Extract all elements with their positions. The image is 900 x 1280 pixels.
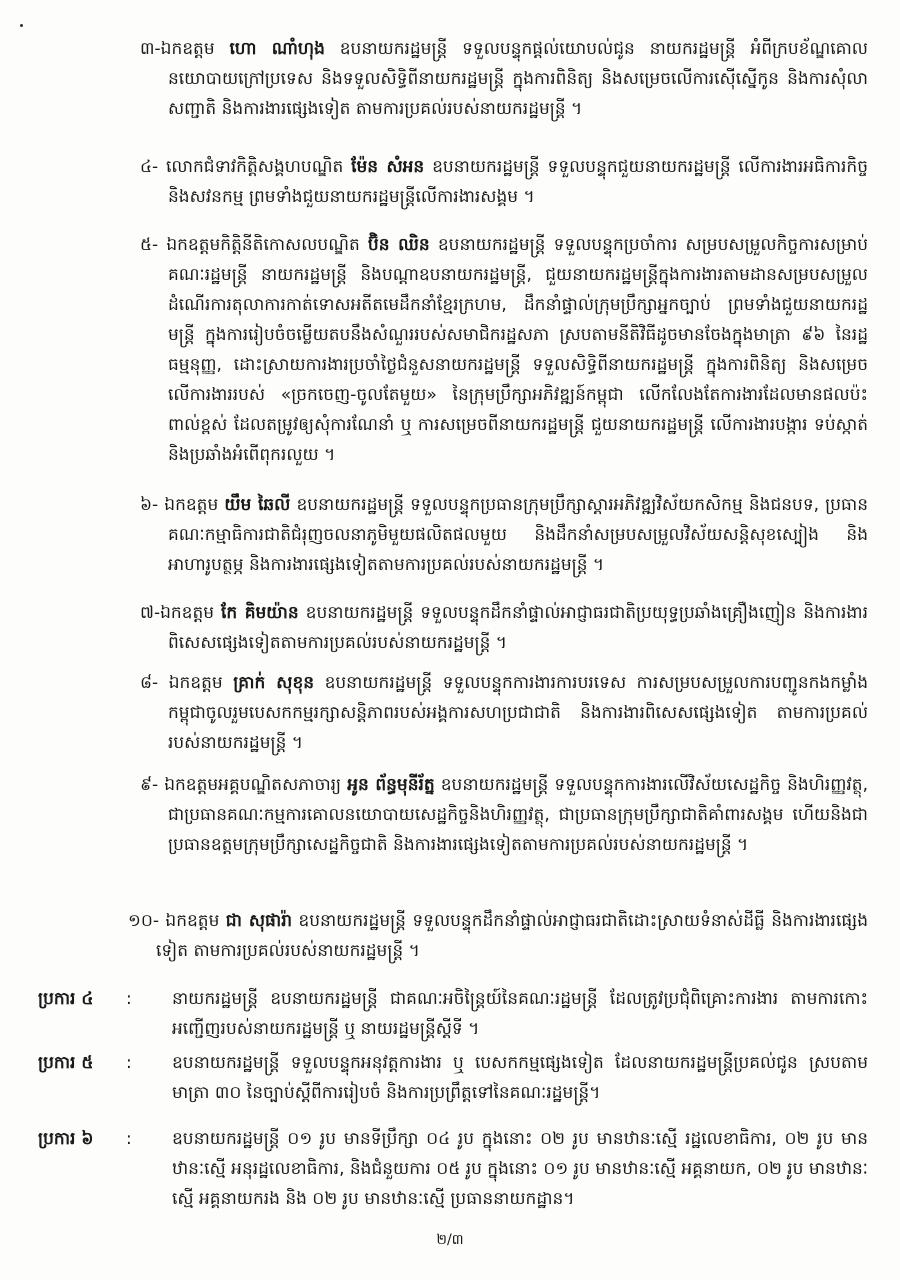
item-text: ឧបនាយករដ្ឋមន្ត្រី ទទួលបន្ទុកផ្តល់យោបល់ជូន នាយករដ្ឋមន្ត្រី អំពីក្របខ័ណ្ឌគោលនយោបាយក្រៅប្រទេស និងទទួលសិទ្ធិពីនាយករដ្ឋមន្ត្រី ក្នុងការពិនិត្យ និងសម្រេចលើការស៊ើស្នើកូន និងការសុំលាសញ្ជាតិ និងការងារផ្សេងទៀត តាមការប្រគល់របស់នាយករដ្ឋមន្ត្រី ។ [168,39,868,119]
list-item-4 [140,152,868,212]
official-name: កែ គិមយ៉ាន [221,603,299,623]
list-item-8 [140,668,868,758]
item-text: ឧបនាយករដ្ឋមន្ត្រី ទទួលបន្ទុកការងារលើវិស័យសេដ្ឋកិច្ច និងហិរញ្ញវត្ថុ, ជាប្រធានគណៈកម្មការគោលនយោបាយសេដ្ឋកិច្ចនិងហិរញ្ញវត្ថុ, ជាប្រធានក្រុមប្រឹក្សាជាតិគាំពារសង្គម ហើយនិងជាប្រធានឧត្តមក្រុមប្រឹក្សាសេដ្ឋកិច្ចជាតិ និងការងារផ្សេងទៀតតាមការប្រគល់របស់នាយករដ្ឋមន្ត្រី ។ [168,775,869,855]
list-item-7 [140,598,868,658]
article-colon: : [126,989,132,1009]
item-text: ឧបនាយករដ្ឋមន្ត្រី ទទួលបន្ទុកការងារការបរទេស ការសម្របសម្រួលការបញ្ជូនកងកម្លាំងកម្ពុជាចូលរួមបេសកកម្មរក្សាសន្តិភាពរបស់អង្គការសហប្រជាជាតិ និងការងារពិសេសផ្សេងទៀត តាមការប្រគល់របស់នាយករដ្ឋមន្ត្រី ។ [168,673,868,753]
list-item-3 [140,34,868,124]
item-text: ឧបនាយករដ្ឋមន្ត្រី ទទួលបន្ទុកជួយនាយករដ្ឋមន្ត្រី លើការងារអធិការកិច្ច និងសវនកម្ម ព្រមទាំងជួយនាយករដ្ឋមន្ត្រីលើការងារសង្គម ។ [168,157,868,207]
article-colon: : [126,1129,132,1149]
article-label: ប្រការ ៦ [38,1129,94,1149]
official-name: យឹម ឆៃលី [224,495,291,515]
official-name: អូន ព័ន្ធមុនីរ័ត្ន [347,775,435,795]
official-name: ហោ ណាំហុង [229,39,325,59]
article-label: ប្រការ ៤ [38,989,94,1009]
item-prefix: ៤- លោកជំទាវកិត្តិសង្គហបណ្ឌិត [140,157,352,177]
list-item-9 [140,770,868,860]
official-name: គ្រាក់ សុខុន [233,673,315,693]
article-colon: : [126,1053,132,1073]
official-name: ម៉ែន សំអន [351,157,425,177]
item-prefix: ១០- ឯកឧត្តម [128,911,226,931]
article-label: ប្រការ ៥ [38,1053,94,1073]
item-text: ឧបនាយករដ្ឋមន្ត្រី ទទួលបន្ទុកដឹកនាំផ្ទាល់អាជ្ញាធរជាតិដោះស្រាយទំនាស់ដីធ្លី និងការងារផ្សេងទៀត តាមការប្រគល់របស់នាយករដ្ឋមន្ត្រី ។ [156,911,868,961]
item-prefix: ៩- ឯកឧត្តមអគ្គបណ្ឌិតសភាចារ្យ [140,775,348,795]
article-6 [38,1124,868,1214]
page-number: ២/៣ [436,1232,464,1248]
item-prefix: ៦- ឯកឧត្តម [140,495,225,515]
scan-speck [20,24,23,27]
item-text: ឧបនាយករដ្ឋមន្ត្រី ទទួលបន្ទុកប្រចាំការ សម្របសម្រួលកិច្ចការសម្រាប់គណៈរដ្ឋមន្ត្រី នាយករដ្ឋមន្ត្រី និងបណ្តាឧបនាយករដ្ឋមន្ត្រី, ជួយនាយករដ្ឋមន្ត្រីក្នុងការងារតាមដានសម្របសម្រួលដំណើរការតុលាការកាត់ទោសអតីតមេដឹកនាំខ្មែរក្រហម, ដឹកនាំផ្ទាល់ក្រុមប្រឹក្សាអ្នកច្បាប់ ព្រមទាំងជួយនាយករដ្ឋមន្ត្រី ក្នុងការរៀបចំចម្លើយតបនឹងសំណួររបស់សមាជិករដ្ឋសភា ស្របតាមនីតិវិធីដូចមានចែងក្នុងមាត្រា ៩៦ នៃរដ្ឋធម្មនុញ្ញ, ដោះស្រាយការងារប្រចាំថ្ងៃជំនួសនាយករដ្ឋមន្ត្រី ទទួលសិទ្ធិពីនាយករដ្ឋមន្ត្រី ក្នុងការពិនិត្យ និងសម្រេចលើការងាររបស់ «ច្រកចេញ-ចូលតែមួយ» នៃក្រុមប្រឹក្សាអភិវឌ្ឍន៍កម្ពុជា លើកលែងតែការងារដែលមានផលប៉ះពាល់ខ្ពស់ ដែលតម្រូវឲ្យសុំការណែនាំ ឬ ការសម្រេចពីនាយករដ្ឋមន្ត្រី ជួយនាយករដ្ឋមន្ត្រី លើការងារបង្ការ ទប់ស្កាត់ និងប្រឆាំងអំពើពុករលួយ ។ [168,235,868,465]
official-name: ប៊ិន ឈិន [367,235,430,255]
list-item-10 [128,906,868,966]
item-prefix: ៧-ឯកឧត្តម [140,603,222,623]
list-item-5 [140,230,868,470]
list-item-6 [140,490,868,580]
article-body: ឧបនាយករដ្ឋមន្ត្រី ០១ រូប មានទីប្រឹក្សា ០៤ រូប ក្នុងនោះ ០២ រូប មានឋានៈស្មើ រដ្ឋលេខាធិការ, ០២ រូប មានឋានៈស្មើ អនុរដ្ឋលេខាធិការ, និងជំនួយការ ០៥ រូប ក្នុងនោះ ០១ រូប មានឋានៈស្មើ អគ្គនាយក, ០២ រូប មានឋានៈស្មើ អគ្គនាយករង និង ០២ រូប មានឋានៈស្មើ ប្រធាននាយកដ្ឋាន។ [172,1129,868,1209]
item-prefix: ៥- ឯកឧត្តមកិត្តិនីតិកោសលបណ្ឌិត [140,235,368,255]
item-prefix: ៨- ឯកឧត្តម [140,673,234,693]
item-prefix: ៣-ឯកឧត្តម [140,39,230,59]
item-text: ឧបនាយករដ្ឋមន្ត្រី ទទួលបន្ទុកប្រធានក្រុមប្រឹក្សាស្តារអភិវឌ្ឍវិស័យកសិកម្ម និងជនបទ, ប្រធានគណៈកម្មាធិការជាតិជំរុញចលនាភូមិមួយផលិតផលមួយ និងដឹកនាំសម្របសម្រួលវិស័យសន្តិសុខស្បៀង និងអាហារូបត្ថម្ភ និងការងារផ្សេងទៀតតាមការប្រគល់របស់នាយករដ្ឋមន្ត្រី ។ [168,495,868,575]
article-body: ឧបនាយករដ្ឋមន្ត្រី ទទួលបន្ទុកអនុវត្តការងារ ឬ បេសកកម្មផ្សេងទៀត ដែលនាយករដ្ឋមន្ត្រីប្រគល់ជូន ស្របតាមមាត្រា ៣០ នៃច្បាប់ស្តីពីការរៀបចំ និងការប្រព្រឹត្តទៅនៃគណៈរដ្ឋមន្ត្រី។ [172,1053,868,1103]
official-name: ជា សុផារ៉ា [225,911,293,931]
item-text: ឧបនាយករដ្ឋមន្ត្រី ទទួលបន្ទុកដឹកនាំផ្ទាល់អាជ្ញាធរជាតិប្រយុទ្ធប្រឆាំងគ្រឿងញៀន និងការងារពិសេសផ្សេងទៀតតាមការប្រគល់របស់នាយករដ្ឋមន្ត្រី ។ [168,603,869,653]
article-body: នាយករដ្ឋមន្ត្រី ឧបនាយករដ្ឋមន្ត្រី ជាគណៈអចិន្ត្រៃយ៍នៃគណៈរដ្ឋមន្ត្រី ដែលត្រូវប្រជុំពិគ្រោះការងារ តាមការកោះអញ្ជើញរបស់នាយករដ្ឋមន្ត្រី ឬ នាយរដ្ឋមន្ត្រីស្តីទី ។ [172,989,868,1039]
article-5 [38,1048,868,1108]
article-4 [38,984,868,1044]
